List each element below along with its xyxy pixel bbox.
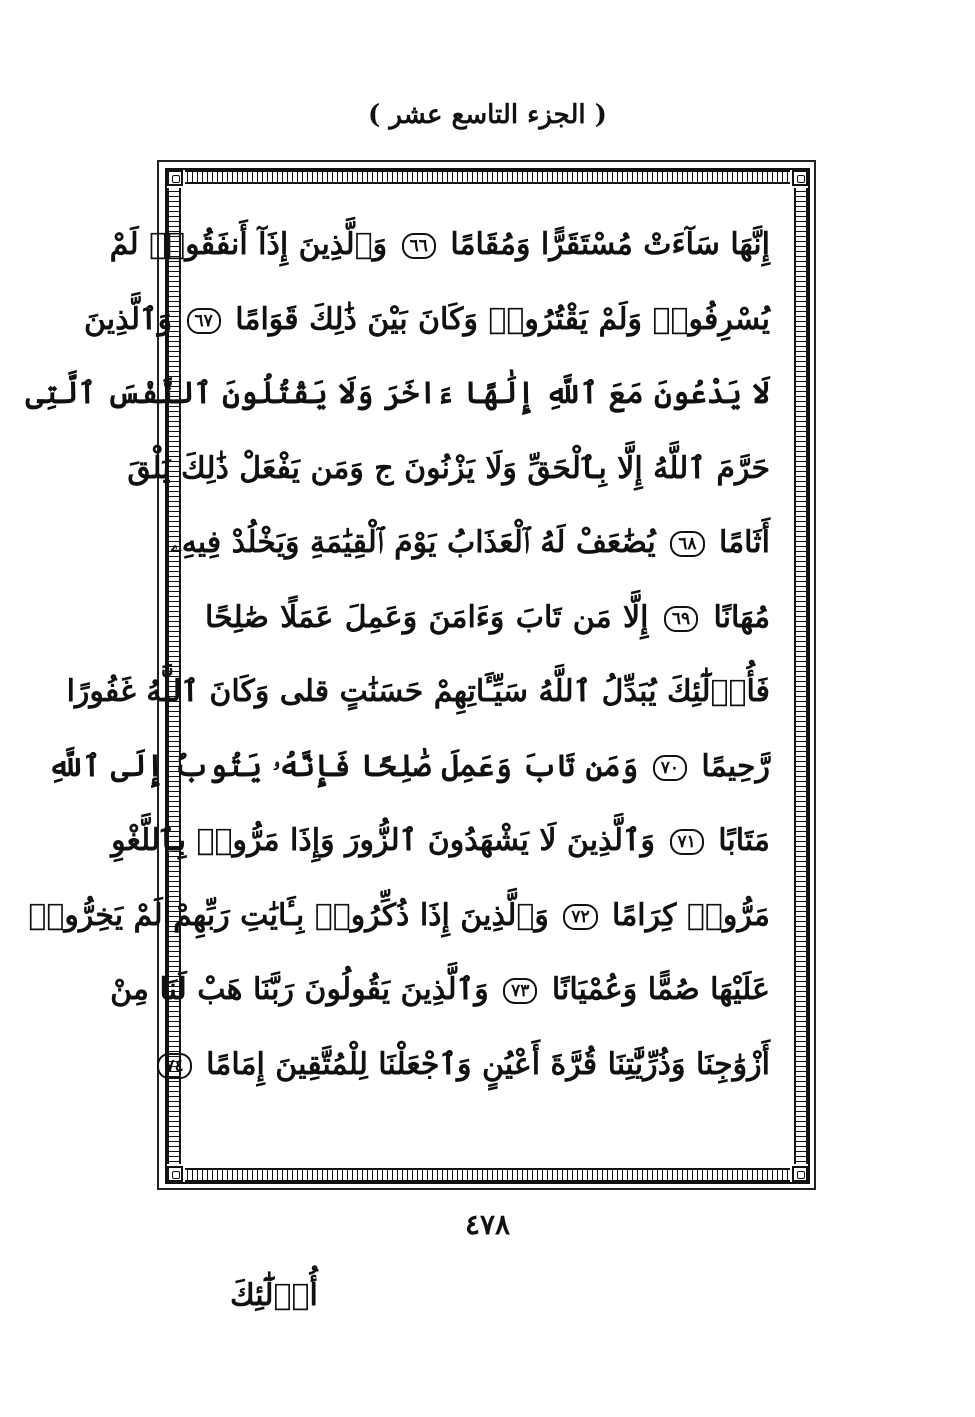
verse-text: مَتَابًا <box>718 823 770 858</box>
verse-number-marker: ٧١ <box>670 829 704 855</box>
juz-header: ( الجزء التاسع عشر ) <box>368 100 607 130</box>
verse-text: أَثَامًا <box>718 525 770 560</box>
verse-number-marker: ٧٠ <box>653 755 687 781</box>
text-line <box>170 506 770 581</box>
text-line <box>109 208 770 283</box>
verse-number-marker: ٦٨ <box>670 531 704 557</box>
verse-text: وَمَن تَابَ وَعَمِلَ صَٰلِحًا فَإِنَّهُۥ يَتُوبُ إِلَى ٱللَّهِ <box>47 748 639 784</box>
verse-number-marker: ٧٢ <box>563 904 597 930</box>
verse-text: وَٱلَّذِينَ يَقُولُونَ رَبَّنَا هَبْ لَنَا مِنْ <box>110 972 489 1007</box>
frame-corner-icon <box>792 170 808 186</box>
verse-text: مُهَانًا <box>713 599 771 635</box>
verse-text: وَٱلَّذِينَ إِذَآ أَنفَقُوا۟ لَمْ <box>109 227 388 262</box>
text-line <box>111 804 770 879</box>
verse-number-marker: ٧٣ <box>503 978 537 1004</box>
frame-corner-icon <box>167 1166 183 1182</box>
page-number: ٤٧٨ <box>464 1208 511 1241</box>
quran-text-block <box>25 208 771 1102</box>
verse-text: أَزْوَٰجِنَا وَذُرِّيَّٰتِنَا قُرَّةَ أَعْيُنٍ وَٱجْعَلْنَا لِلْمُتَّقِينَ إِمَامًا <box>206 1046 770 1082</box>
verse-text: عَلَيْهَا صُمًّا وَعُمْيَانًا <box>551 972 770 1007</box>
verse-text: وَٱلَّذِينَ إِذَا ذُكِّرُوا۟ بِـَٔايَٰتِ رَبِّهِمْ لَمْ يَخِرُّوا۟ <box>28 897 549 933</box>
verse-text: رَّحِيمًا <box>701 748 770 784</box>
text-line <box>205 581 770 656</box>
verse-number-marker: ٧٤ <box>157 1053 191 1079</box>
verse-text: حَرَّمَ ٱللَّهُ إِلَّا بِٱلْحَقِّ وَلَا يَزْنُونَ ج وَمَن يَفْعَلْ ذَٰلِكَ يَلْقَ <box>127 450 770 486</box>
verse-text: إِنَّهَا سَآءَتْ مُسْتَقَرًّا وَمُقَامًا <box>450 227 770 262</box>
text-line <box>47 730 770 805</box>
verse-text: وَٱلَّذِينَ لَا يَشْهَدُونَ ٱلزُّورَ وَإِذَا مَرُّوا۟ بِٱللَّغْوِ <box>111 823 656 858</box>
verse-text: لَا يَدْعُونَ مَعَ ٱللَّهِ إِلَٰهًا ءَاخَرَ وَلَا يَقْتُلُونَ ٱلنَّفْسَ ٱلَّتِى <box>25 376 770 411</box>
text-line <box>66 655 770 730</box>
verse-text: إِلَّا مَن تَابَ وَءَامَنَ وَعَمِلَ عَمَلًا صَٰلِحًا <box>205 599 649 635</box>
frame-chain-right <box>794 188 808 1164</box>
verse-text: يُسْرِفُوا۟ وَلَمْ يَقْتُرُوا۟ وَكَانَ بَيْنَ ذَٰلِكَ قَوَامًا <box>235 301 770 337</box>
frame-corner-icon <box>167 170 183 186</box>
verse-text: مَرُّوا۟ كِرَامًا <box>612 897 770 933</box>
verse-text: يُضَٰعَفْ لَهُ ٱلْعَذَابُ يَوْمَ ٱلْقِيَٰمَةِ وَيَخْلُدْ فِيهِۦ <box>170 525 656 560</box>
text-line <box>127 432 770 507</box>
text-line <box>25 357 770 432</box>
text-line <box>28 879 770 954</box>
text-line <box>165 1028 770 1103</box>
text-line <box>83 283 770 358</box>
verse-text: وَٱلَّذِينَ <box>83 301 173 337</box>
frame-chain-bottom <box>185 1168 790 1182</box>
verse-text: فَأُو۟لَٰٓئِكَ يُبَدِّلُ ٱللَّهُ سَيِّـَٔاتِهِمْ حَسَنَٰتٍ قلى وَكَانَ ٱللَّهُ غَفُورًا <box>66 674 770 709</box>
verse-number-marker: ٦٩ <box>664 606 698 632</box>
verse-number-marker: ٦٦ <box>402 233 436 259</box>
frame-chain-top <box>185 170 790 184</box>
text-line <box>110 953 770 1028</box>
verse-number-marker: ٦٧ <box>187 308 221 334</box>
catchword: أُو۟لَٰٓئِكَ <box>230 1278 318 1313</box>
frame-corner-icon <box>792 1166 808 1182</box>
